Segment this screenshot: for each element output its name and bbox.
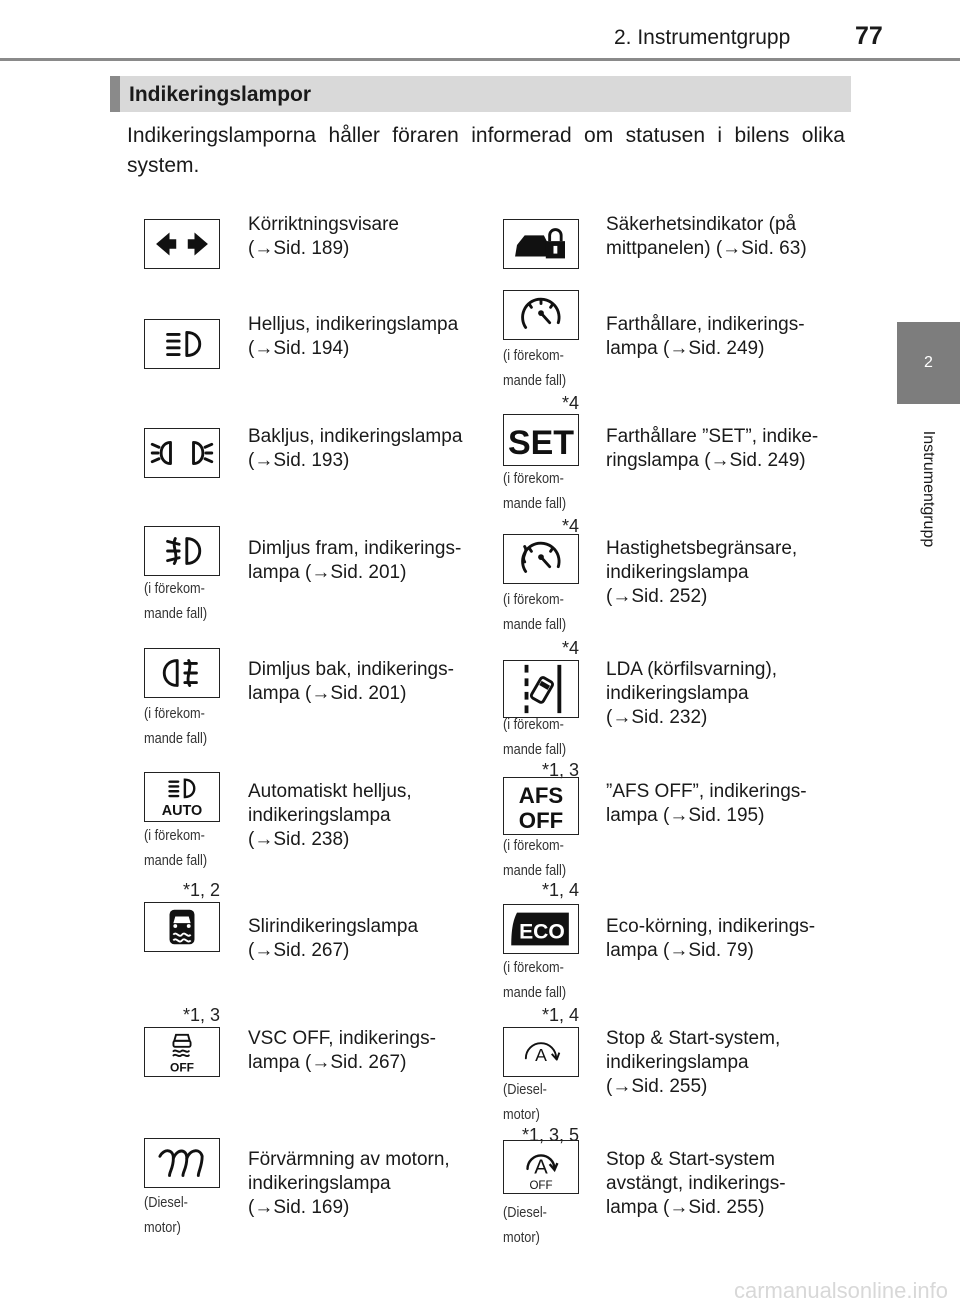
svg-text:OFF: OFF (529, 1180, 553, 1193)
svg-text:OFF: OFF (518, 808, 564, 834)
indicator-description-line: (→Sid. 169) (248, 1197, 350, 1218)
indicator-footnote-marker: *4 (561, 393, 579, 413)
rear-fog-icon (144, 648, 220, 698)
indicator-description-line: (→Sid. 189) (248, 238, 350, 259)
indicator-description-line: Dimljus bak, indikerings- (248, 659, 454, 680)
chapter-tab-label: Instrumentgrupp (920, 430, 937, 548)
indicator-description-line: Helljus, indikeringslampa (248, 314, 459, 335)
indicator-description-line: lampa (→Sid. 267) (248, 1052, 407, 1073)
indicator-description (606, 1148, 786, 1220)
indicator-caption (144, 1190, 188, 1240)
indicator-description-line: Bakljus, indikeringslampa (248, 426, 463, 447)
indicator-description (606, 425, 818, 473)
indicator-description-line: avstängt, indikerings- (606, 1173, 786, 1194)
indicator-description (248, 1027, 436, 1075)
indicator-footnote-marker: *1, 3 (541, 760, 579, 780)
indicator-description-line: (→Sid. 238) (248, 829, 350, 850)
indicator-footnote-marker: *4 (561, 516, 579, 536)
indicator-description (606, 537, 797, 609)
indicator-footnote-marker: *1, 3 (182, 1005, 220, 1025)
indicator-description-line: lampa (→Sid. 195) (606, 805, 765, 826)
indicator-footnote-marker: *1, 4 (541, 1005, 579, 1025)
indicator-caption (144, 701, 207, 751)
indicator-caption-line: motor) (503, 1229, 540, 1246)
afs-off-icon (503, 777, 579, 835)
indicator-description-line: (→Sid. 252) (606, 586, 708, 607)
indicator-footnote-marker: *1, 2 (182, 880, 220, 900)
indicator-caption-line: mande fall) (503, 372, 567, 389)
indicator-description-line: mittpanelen) (→Sid. 63) (606, 238, 807, 259)
security-indicator-icon (503, 219, 579, 269)
indicator-caption-line: (i förekom- (503, 347, 564, 364)
indicator-caption-line: (Diesel- (503, 1081, 547, 1098)
indicator-caption-line: (i förekom- (503, 837, 564, 854)
eco-icon (503, 904, 579, 954)
indicator-description-line: Säkerhetsindikator (på (606, 214, 797, 235)
indicator-description-line: lampa (→Sid. 201) (248, 562, 407, 583)
indicator-caption-line: (i förekom- (503, 591, 564, 608)
indicator-description (248, 1148, 450, 1220)
cruise-set-icon (503, 414, 579, 466)
section-title: Indikeringslampor (129, 83, 312, 106)
indicator-caption-line: motor) (144, 1219, 181, 1236)
indicator-caption-line: (i förekom- (144, 580, 205, 597)
indicator-description-line: ”AFS OFF”, indikerings- (606, 781, 807, 802)
indicator-description (248, 313, 458, 361)
indicator-description (248, 537, 461, 585)
indicator-caption-line: mande fall) (144, 730, 208, 747)
indicator-description-line: Farthållare ”SET”, indike- (606, 426, 819, 447)
indicator-description-line: (→Sid. 194) (248, 338, 350, 359)
indicator-description-line: Farthållare, indikerings- (606, 314, 805, 335)
turn-signal-icon (144, 219, 220, 269)
indicator-caption-line: (i förekom- (503, 959, 564, 976)
svg-text:A: A (535, 1044, 547, 1065)
watermark: carmanualsonline.info (733, 1278, 948, 1303)
indicator-caption (503, 833, 566, 883)
indicator-description-line: ringslampa (→Sid. 249) (606, 450, 806, 471)
indicator-description (606, 658, 777, 730)
indicator-description (606, 915, 815, 963)
indicator-description-line: Körriktningsvisare (248, 214, 399, 235)
indicator-footnote-marker: *4 (561, 638, 579, 658)
indicator-caption (503, 466, 566, 516)
preheat-icon (144, 1138, 220, 1188)
indicator-description-line: Slirindikeringslampa (248, 916, 419, 937)
front-fog-icon (144, 526, 220, 576)
section-intro: Indikeringslamporna håller föraren informerad om statusen i bilens olika system. (127, 124, 845, 177)
indicator-description-line: (→Sid. 267) (248, 940, 350, 961)
indicator-description-line: lampa (→Sid. 201) (248, 683, 407, 704)
indicator-description-line: lampa (→Sid. 249) (606, 338, 765, 359)
tail-light-icon (144, 428, 220, 478)
chapter-tab[interactable]: 2 (897, 322, 960, 404)
indicator-description (248, 658, 454, 706)
indicator-caption-line: (Diesel- (503, 1204, 547, 1221)
indicator-description-line: Hastighetsbegränsare, (606, 538, 798, 559)
indicator-caption (503, 587, 566, 637)
indicator-description (248, 915, 418, 963)
indicator-description (606, 1027, 780, 1099)
indicator-description (248, 213, 399, 261)
section-title-bar (110, 76, 851, 114)
svg-text:SET: SET (507, 424, 575, 462)
indicator-caption-line: (i förekom- (503, 716, 564, 733)
indicator-caption-line: mande fall) (144, 852, 208, 869)
indicator-description-line: Dimljus fram, indikerings- (248, 538, 462, 559)
page-header (0, 0, 960, 62)
indicator-description-line: (→Sid. 193) (248, 450, 350, 471)
vsc-off-icon (144, 1027, 220, 1077)
lane-departure-icon (503, 660, 579, 718)
indicator-description-line: indikeringslampa (606, 562, 749, 583)
indicator-description (248, 425, 462, 473)
svg-text:AUTO: AUTO (161, 803, 203, 820)
indicator-description-line: VSC OFF, indikerings- (248, 1028, 436, 1049)
indicator-footnote-marker: *1, 3, 5 (521, 1125, 579, 1145)
indicator-description-line: indikeringslampa (606, 1052, 749, 1073)
indicator-caption (503, 1200, 547, 1250)
indicator-caption (503, 955, 566, 1005)
svg-text:ECO: ECO (519, 920, 565, 944)
indicator-caption-line: mande fall) (144, 605, 208, 622)
indicator-caption-line: (i förekom- (503, 470, 564, 487)
indicator-footnote-marker: *1, 4 (541, 880, 579, 900)
indicator-caption-line: (Diesel- (144, 1194, 188, 1211)
indicator-description (606, 780, 807, 828)
indicator-caption-line: motor) (503, 1106, 540, 1123)
page-number: 77 (855, 22, 883, 50)
cruise-control-icon (503, 290, 579, 340)
svg-text:AFS: AFS (518, 783, 564, 809)
indicator-caption (503, 343, 566, 393)
indicator-description-line: Eco-körning, indikerings- (606, 916, 816, 937)
indicator-description-line: (→Sid. 255) (606, 1076, 708, 1097)
stop-start-icon (503, 1027, 579, 1077)
indicator-caption (503, 1077, 547, 1127)
indicator-caption-line: mande fall) (503, 616, 567, 633)
indicator-description-line: indikeringslampa (248, 805, 391, 826)
indicator-description-line: Stop & Start-system (606, 1149, 775, 1170)
indicator-caption-line: (i förekom- (144, 827, 205, 844)
auto-high-beam-icon (144, 772, 220, 822)
chapter-title: 2. Instrumentgrupp (614, 26, 791, 49)
indicator-description-line: LDA (körfilsvarning), (606, 659, 778, 680)
indicator-description-line: Förvärmning av motorn, (248, 1149, 450, 1170)
indicator-description-line: Automatiskt helljus, (248, 781, 412, 802)
stop-start-off-icon (503, 1140, 579, 1194)
indicator-description (606, 213, 807, 261)
indicator-caption-line: (i förekom- (144, 705, 205, 722)
indicator-description (248, 780, 412, 852)
indicator-description-line: indikeringslampa (606, 683, 749, 704)
indicator-caption (144, 823, 207, 873)
indicator-description-line: (→Sid. 232) (606, 707, 708, 728)
svg-text:A: A (534, 1156, 548, 1179)
indicator-caption-line: mande fall) (503, 495, 567, 512)
indicator-caption (144, 576, 207, 626)
header-divider (0, 58, 960, 61)
high-beam-icon (144, 319, 220, 369)
section-accent (110, 76, 120, 112)
indicator-description-line: lampa (→Sid. 255) (606, 1197, 765, 1218)
indicator-description-line: lampa (→Sid. 79) (606, 940, 754, 961)
indicator-description-line: indikeringslampa (248, 1173, 391, 1194)
indicator-description (606, 313, 805, 361)
speed-limiter-icon (503, 534, 579, 584)
indicator-caption-line: mande fall) (503, 741, 567, 758)
indicator-caption-line: mande fall) (503, 984, 567, 1001)
svg-text:OFF: OFF (170, 1060, 194, 1075)
indicator-caption (503, 712, 566, 762)
indicator-caption-line: mande fall) (503, 862, 567, 879)
indicator-description-line: Stop & Start-system, (606, 1028, 781, 1049)
slip-indicator-icon (144, 902, 220, 952)
